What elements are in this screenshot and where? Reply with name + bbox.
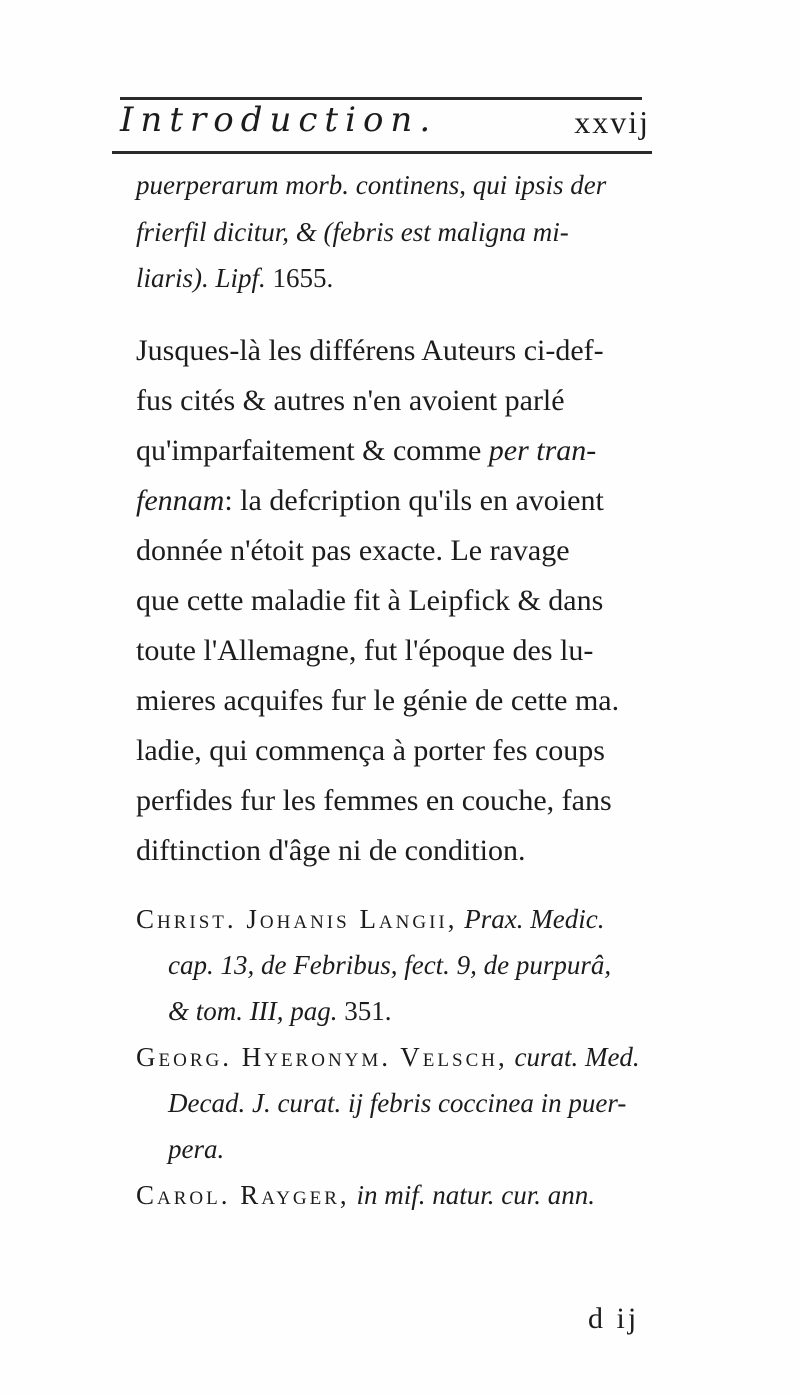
body-line-4: fennam: la defcription qu'ils en avoient [136,484,604,517]
body-line-9: ladie, qui commença à porter fes coups [136,734,605,767]
reference-line-5: Decad. J. curat. ij febris coccinea in puer- [168,1088,627,1118]
body-line-3: qu'imparfaitement & comme per tran- [136,434,597,467]
signature-mark: d ij [588,1302,640,1335]
body-line-5: donnée n'étoit pas exacte. Le ravage [136,534,570,567]
reference-line-6: pera. [168,1134,225,1164]
reference-line-3: & tom. III, pag. 351. [168,996,392,1026]
body-line-1: Jusques-là les différens Auteurs ci-def- [136,334,604,367]
citation-line-1: puerperarum morb. continens, qui ipsis der [136,170,607,200]
running-head [120,100,650,146]
header-rule [112,151,652,154]
body-line-6: que cette maladie fit à Leipfick & dans [136,584,604,617]
body-line-8: mieres acquifes fur le génie de cette ma. [136,684,620,717]
reference-line-7: Carol. Rayger, in mif. natur. cur. ann. [136,1180,595,1210]
header-title: Introduction. [120,100,438,140]
body-line-10: perfides fur les femmes en couche, fans [136,784,612,817]
reference-line-4: Georg. Hyeronym. Velsch, curat. Med. [136,1042,640,1072]
reference-line-1: Christ. Johanis Langii, Prax. Medic. [136,904,605,934]
page-number: xxvij [574,104,650,140]
body-line-7: toute l'Allemagne, fut l'époque des lu- [136,634,594,667]
body-line-11: diftinction d'âge ni de condition. [136,834,526,867]
reference-line-2: cap. 13, de Febribus, fect. 9, de purpurâ, [168,950,612,980]
body-line-2: fus cités & autres n'en avoient parlé [136,384,565,417]
citation-line-2: frierfil dicitur, & (febris est maligna mi- [136,217,569,247]
citation-line-3: liaris). Lipf. 1655. [136,263,334,293]
